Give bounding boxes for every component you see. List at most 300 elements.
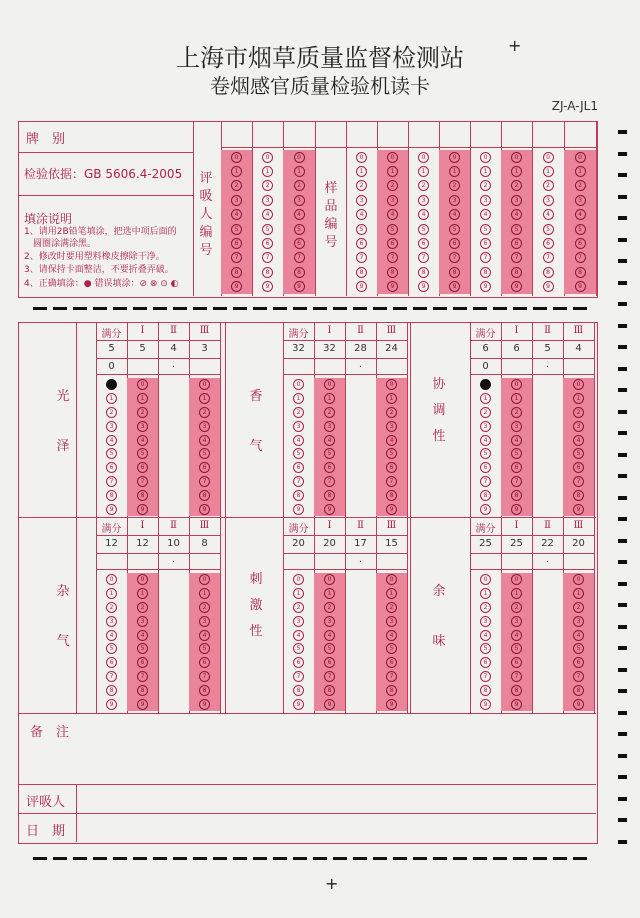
bubble-1[interactable]: 1 <box>137 393 148 404</box>
bubble-7[interactable]: 7 <box>294 252 305 263</box>
bubble-8[interactable]: 8 <box>543 267 554 278</box>
bubble-3[interactable]: 3 <box>480 421 491 432</box>
bubble-2[interactable]: 2 <box>386 602 397 613</box>
bubble-8[interactable]: 8 <box>511 685 522 696</box>
bubble-6[interactable]: 6 <box>294 238 305 249</box>
bubble-1[interactable]: 1 <box>199 393 210 404</box>
bubble-2[interactable]: 2 <box>573 407 584 418</box>
bubble-5[interactable]: 5 <box>449 224 460 235</box>
bubble-0[interactable]: 0 <box>511 574 522 585</box>
bubble-0[interactable]: 0 <box>418 152 429 163</box>
bubble-0[interactable]: 0 <box>386 379 397 390</box>
bubble-9[interactable]: 9 <box>418 281 429 292</box>
bubble-0[interactable]: 0 <box>106 574 117 585</box>
bubble-0[interactable]: 0 <box>543 152 554 163</box>
bubble-5[interactable]: 5 <box>199 643 210 654</box>
bubble-5[interactable]: 5 <box>324 448 335 459</box>
bubble-0[interactable]: 0 <box>480 574 491 585</box>
bubble-2[interactable]: 2 <box>449 180 460 191</box>
bubble-8[interactable]: 8 <box>575 267 586 278</box>
bubble-9[interactable]: 9 <box>511 504 522 515</box>
bubble-9[interactable]: 9 <box>356 281 367 292</box>
bubble-9[interactable]: 9 <box>137 504 148 515</box>
bubble-4[interactable]: 4 <box>573 435 584 446</box>
bubble-4[interactable]: 4 <box>511 209 522 220</box>
bubble-4[interactable]: 4 <box>480 630 491 641</box>
bubble-2[interactable]: 2 <box>573 602 584 613</box>
bubble-5[interactable]: 5 <box>386 448 397 459</box>
bubble-6[interactable]: 6 <box>573 462 584 473</box>
bubble-4[interactable]: 4 <box>418 209 429 220</box>
bubble-9[interactable]: 9 <box>575 281 586 292</box>
bubble-0[interactable]: 0 <box>386 574 397 585</box>
bubble-3[interactable]: 3 <box>511 616 522 627</box>
bubble-7[interactable]: 7 <box>199 671 210 682</box>
bubble-1[interactable]: 1 <box>356 166 367 177</box>
bubble-6[interactable]: 6 <box>106 462 117 473</box>
bubble-3[interactable]: 3 <box>137 616 148 627</box>
bubble-9[interactable]: 9 <box>511 699 522 710</box>
bubble-6[interactable]: 6 <box>573 657 584 668</box>
bubble-9[interactable]: 9 <box>293 699 304 710</box>
bubble-4[interactable]: 4 <box>511 630 522 641</box>
bubble-1[interactable]: 1 <box>137 588 148 599</box>
bubble-3[interactable]: 3 <box>573 421 584 432</box>
bubble-2[interactable]: 2 <box>199 407 210 418</box>
bubble-3[interactable]: 3 <box>231 195 242 206</box>
bubble-8[interactable]: 8 <box>106 490 117 501</box>
bubble-2[interactable]: 2 <box>386 407 397 418</box>
bubble-4[interactable]: 4 <box>231 209 242 220</box>
bubble-9[interactable]: 9 <box>480 504 491 515</box>
bubble-2[interactable]: 2 <box>106 602 117 613</box>
aroma-header-full: 满分 <box>288 329 309 340</box>
bubble-2[interactable]: 2 <box>293 602 304 613</box>
bubble-1[interactable]: 1 <box>293 588 304 599</box>
bubble-5[interactable]: 5 <box>294 224 305 235</box>
bubble-0[interactable]: 0 <box>356 152 367 163</box>
bubble-7[interactable]: 7 <box>137 671 148 682</box>
bubble-0[interactable]: 0 <box>294 152 305 163</box>
bubble-5[interactable]: 5 <box>573 448 584 459</box>
bubble-5[interactable]: 5 <box>543 224 554 235</box>
bubble-6[interactable]: 6 <box>387 238 398 249</box>
bubble-0[interactable]: 0 <box>573 379 584 390</box>
bubble-9[interactable]: 9 <box>324 699 335 710</box>
bubble-4[interactable]: 4 <box>137 630 148 641</box>
bubble-7[interactable]: 7 <box>199 476 210 487</box>
bubble-8[interactable]: 8 <box>324 490 335 501</box>
bubble-3[interactable]: 3 <box>387 195 398 206</box>
bubble-1[interactable]: 1 <box>511 588 522 599</box>
bubble-9[interactable]: 9 <box>137 699 148 710</box>
bubble-2[interactable]: 2 <box>324 407 335 418</box>
bubble-5[interactable]: 5 <box>511 448 522 459</box>
bubble-7[interactable]: 7 <box>137 476 148 487</box>
bubble-8[interactable]: 8 <box>480 490 491 501</box>
bubble-3[interactable]: 3 <box>543 195 554 206</box>
bubble-7[interactable]: 7 <box>387 252 398 263</box>
bubble-8[interactable]: 8 <box>418 267 429 278</box>
bubble-9[interactable]: 9 <box>573 504 584 515</box>
bubble-1[interactable]: 1 <box>293 393 304 404</box>
bubble-5[interactable]: 5 <box>575 224 586 235</box>
bubble-4[interactable]: 4 <box>386 435 397 446</box>
bubble-3[interactable]: 3 <box>294 195 305 206</box>
bubble-8[interactable]: 8 <box>511 490 522 501</box>
bubble-2[interactable]: 2 <box>511 180 522 191</box>
bubble-2[interactable]: 2 <box>293 407 304 418</box>
aroma-column-iii <box>376 378 407 516</box>
bubble-2[interactable]: 2 <box>324 602 335 613</box>
bubble-5[interactable]: 5 <box>199 448 210 459</box>
bubble-9[interactable]: 9 <box>231 281 242 292</box>
bubble-9[interactable]: 9 <box>199 699 210 710</box>
bubble-0[interactable]: 0 <box>573 574 584 585</box>
bubble-2[interactable]: 2 <box>294 180 305 191</box>
bubble-9[interactable]: 9 <box>106 504 117 515</box>
bubble-7[interactable]: 7 <box>573 671 584 682</box>
bubble-3[interactable]: 3 <box>418 195 429 206</box>
bubble-8[interactable]: 8 <box>199 685 210 696</box>
bubble-8[interactable]: 8 <box>324 685 335 696</box>
bubble-2[interactable]: 2 <box>199 602 210 613</box>
bubble-1[interactable]: 1 <box>480 393 491 404</box>
bubble-2[interactable]: 2 <box>543 180 554 191</box>
bubble-8[interactable]: 8 <box>387 267 398 278</box>
bubble-1[interactable]: 1 <box>386 588 397 599</box>
bubble-7[interactable]: 7 <box>231 252 242 263</box>
bubble-1[interactable]: 1 <box>511 393 522 404</box>
bubble-3[interactable]: 3 <box>573 616 584 627</box>
bubble-3[interactable]: 3 <box>262 195 273 206</box>
bubble-8[interactable]: 8 <box>293 490 304 501</box>
bubble-6[interactable]: 6 <box>293 462 304 473</box>
bubble-5[interactable]: 5 <box>293 643 304 654</box>
bubble-2[interactable]: 2 <box>480 180 491 191</box>
bubble-6[interactable]: 6 <box>356 238 367 249</box>
bubble-6[interactable]: 6 <box>231 238 242 249</box>
bubble-3[interactable]: 3 <box>293 616 304 627</box>
bubble-3[interactable]: 3 <box>199 616 210 627</box>
aftertaste-label: 余味 <box>432 584 446 649</box>
bubble-1[interactable]: 1 <box>386 393 397 404</box>
bubble-7[interactable]: 7 <box>324 476 335 487</box>
bubble-7[interactable]: 7 <box>293 671 304 682</box>
bubble-7[interactable]: 7 <box>106 671 117 682</box>
bubble-6[interactable]: 6 <box>449 238 460 249</box>
bubble-5[interactable]: 5 <box>293 448 304 459</box>
bubble-7[interactable]: 7 <box>511 476 522 487</box>
bubble-5[interactable]: 5 <box>262 224 273 235</box>
bubble-6[interactable]: 6 <box>386 657 397 668</box>
bubble-8[interactable]: 8 <box>294 267 305 278</box>
bubble-9[interactable]: 9 <box>386 504 397 515</box>
bubble-9[interactable]: 9 <box>543 281 554 292</box>
bubble-0[interactable]: 0 <box>575 152 586 163</box>
bubble-5[interactable]: 5 <box>511 643 522 654</box>
bubble-1[interactable]: 1 <box>480 166 491 177</box>
bubble-1[interactable]: 1 <box>418 166 429 177</box>
bubble-4[interactable]: 4 <box>575 209 586 220</box>
bubble-1[interactable]: 1 <box>324 393 335 404</box>
bubble-2[interactable]: 2 <box>575 180 586 191</box>
bubble-8[interactable]: 8 <box>137 490 148 501</box>
bubble-7[interactable]: 7 <box>573 476 584 487</box>
bubble-0[interactable]: 0 <box>324 574 335 585</box>
bubble-4[interactable]: 4 <box>387 209 398 220</box>
bubble-9[interactable]: 9 <box>387 281 398 292</box>
bubble-0[interactable] <box>106 379 117 390</box>
bubble-1[interactable]: 1 <box>387 166 398 177</box>
bubble-6[interactable]: 6 <box>262 238 273 249</box>
bubble-3[interactable]: 3 <box>137 421 148 432</box>
bubble-5[interactable]: 5 <box>480 643 491 654</box>
bubble-9[interactable]: 9 <box>294 281 305 292</box>
bubble-9[interactable]: 9 <box>480 281 491 292</box>
bubble-2[interactable]: 2 <box>511 602 522 613</box>
bubble-2[interactable]: 2 <box>480 407 491 418</box>
bubble-0[interactable]: 0 <box>480 152 491 163</box>
bubble-9[interactable]: 9 <box>449 281 460 292</box>
bubble-6[interactable]: 6 <box>480 657 491 668</box>
bubble-4[interactable]: 4 <box>137 435 148 446</box>
bubble-6[interactable]: 6 <box>199 462 210 473</box>
bubble-6[interactable]: 6 <box>511 238 522 249</box>
bubble-3[interactable]: 3 <box>106 616 117 627</box>
bubble-4[interactable]: 4 <box>386 630 397 641</box>
bubble-1[interactable]: 1 <box>511 166 522 177</box>
bubble-4[interactable]: 4 <box>293 630 304 641</box>
bubble-2[interactable]: 2 <box>480 602 491 613</box>
bubble-7[interactable]: 7 <box>386 671 397 682</box>
bubble-4[interactable]: 4 <box>106 630 117 641</box>
bubble-5[interactable]: 5 <box>356 224 367 235</box>
bubble-9[interactable]: 9 <box>511 281 522 292</box>
bubble-8[interactable]: 8 <box>356 267 367 278</box>
bubble-3[interactable]: 3 <box>511 421 522 432</box>
bubble-0[interactable]: 0 <box>231 152 242 163</box>
bubble-2[interactable]: 2 <box>356 180 367 191</box>
bubble-9[interactable]: 9 <box>293 504 304 515</box>
bubble-7[interactable]: 7 <box>449 252 460 263</box>
bubble-4[interactable]: 4 <box>199 435 210 446</box>
bubble-6[interactable]: 6 <box>324 657 335 668</box>
bubble-7[interactable]: 7 <box>262 252 273 263</box>
bubble-4[interactable]: 4 <box>449 209 460 220</box>
bubble-1[interactable]: 1 <box>231 166 242 177</box>
bubble-2[interactable]: 2 <box>106 407 117 418</box>
bubble-1[interactable]: 1 <box>575 166 586 177</box>
bubble-0[interactable]: 0 <box>199 379 210 390</box>
bubble-6[interactable]: 6 <box>543 238 554 249</box>
bubble-8[interactable]: 8 <box>573 490 584 501</box>
bubble-3[interactable]: 3 <box>386 421 397 432</box>
registration-mark-top: + <box>508 36 522 55</box>
bubble-1[interactable]: 1 <box>199 588 210 599</box>
bubble-5[interactable]: 5 <box>480 224 491 235</box>
bubble-5[interactable]: 5 <box>231 224 242 235</box>
bubble-0[interactable]: 0 <box>511 379 522 390</box>
bubble-4[interactable]: 4 <box>480 209 491 220</box>
bubble-5[interactable]: 5 <box>137 448 148 459</box>
bubble-3[interactable]: 3 <box>356 195 367 206</box>
bubble-1[interactable]: 1 <box>573 588 584 599</box>
bubble-5[interactable]: 5 <box>324 643 335 654</box>
bubble-6[interactable]: 6 <box>199 657 210 668</box>
bubble-3[interactable]: 3 <box>480 195 491 206</box>
bubble-8[interactable]: 8 <box>137 685 148 696</box>
bubble-4[interactable]: 4 <box>106 435 117 446</box>
bubble-1[interactable]: 1 <box>543 166 554 177</box>
bubble-3[interactable]: 3 <box>511 195 522 206</box>
bubble-4[interactable]: 4 <box>293 435 304 446</box>
bubble-0[interactable]: 0 <box>262 152 273 163</box>
bubble-1[interactable]: 1 <box>106 393 117 404</box>
bubble-8[interactable]: 8 <box>573 685 584 696</box>
bubble-7[interactable]: 7 <box>480 476 491 487</box>
bubble-0[interactable]: 0 <box>324 379 335 390</box>
bubble-7[interactable]: 7 <box>480 671 491 682</box>
bubble-7[interactable]: 7 <box>575 252 586 263</box>
bubble-0[interactable]: 0 <box>293 379 304 390</box>
bubble-6[interactable]: 6 <box>324 462 335 473</box>
bubble-8[interactable]: 8 <box>231 267 242 278</box>
bubble-3[interactable]: 3 <box>324 616 335 627</box>
bubble-1[interactable]: 1 <box>262 166 273 177</box>
bubble-7[interactable]: 7 <box>293 476 304 487</box>
bubble-6[interactable]: 6 <box>137 462 148 473</box>
bubble-5[interactable]: 5 <box>480 448 491 459</box>
bubble-6[interactable]: 6 <box>293 657 304 668</box>
bubble-3[interactable]: 3 <box>293 421 304 432</box>
bubble-0[interactable]: 0 <box>137 574 148 585</box>
bubble-0[interactable] <box>480 379 491 390</box>
bubble-2[interactable]: 2 <box>137 407 148 418</box>
bubble-8[interactable]: 8 <box>480 267 491 278</box>
bubble-5[interactable]: 5 <box>511 224 522 235</box>
bubble-6[interactable]: 6 <box>511 657 522 668</box>
bubble-7[interactable]: 7 <box>480 252 491 263</box>
luster-value-i: 5 <box>139 343 146 354</box>
bubble-2[interactable]: 2 <box>231 180 242 191</box>
bubble-4[interactable]: 4 <box>199 630 210 641</box>
bubble-2[interactable]: 2 <box>387 180 398 191</box>
bubble-1[interactable]: 1 <box>294 166 305 177</box>
bubble-9[interactable]: 9 <box>262 281 273 292</box>
bubble-9[interactable]: 9 <box>573 699 584 710</box>
bubble-6[interactable]: 6 <box>511 462 522 473</box>
bubble-6[interactable]: 6 <box>137 657 148 668</box>
bubble-4[interactable]: 4 <box>324 630 335 641</box>
timing-mark <box>618 281 627 285</box>
bubble-4[interactable]: 4 <box>356 209 367 220</box>
bubble-6[interactable]: 6 <box>386 462 397 473</box>
bubble-5[interactable]: 5 <box>573 643 584 654</box>
bubble-5[interactable]: 5 <box>386 643 397 654</box>
bubble-4[interactable]: 4 <box>324 435 335 446</box>
bubble-3[interactable]: 3 <box>449 195 460 206</box>
bubble-6[interactable]: 6 <box>575 238 586 249</box>
bubble-8[interactable]: 8 <box>293 685 304 696</box>
bubble-4[interactable]: 4 <box>573 630 584 641</box>
bubble-8[interactable]: 8 <box>480 685 491 696</box>
bubble-4[interactable]: 4 <box>294 209 305 220</box>
bubble-6[interactable]: 6 <box>106 657 117 668</box>
bubble-7[interactable]: 7 <box>543 252 554 263</box>
bubble-0[interactable]: 0 <box>199 574 210 585</box>
timing-mark <box>618 560 627 564</box>
bubble-3[interactable]: 3 <box>106 421 117 432</box>
bubble-3[interactable]: 3 <box>324 421 335 432</box>
bubble-9[interactable]: 9 <box>106 699 117 710</box>
bubble-8[interactable]: 8 <box>106 685 117 696</box>
bubble-5[interactable]: 5 <box>106 643 117 654</box>
bubble-7[interactable]: 7 <box>324 671 335 682</box>
bubble-5[interactable]: 5 <box>418 224 429 235</box>
bubble-1[interactable]: 1 <box>324 588 335 599</box>
bubble-8[interactable]: 8 <box>262 267 273 278</box>
bubble-9[interactable]: 9 <box>199 504 210 515</box>
bubble-7[interactable]: 7 <box>511 252 522 263</box>
bubble-5[interactable]: 5 <box>137 643 148 654</box>
bubble-0[interactable]: 0 <box>387 152 398 163</box>
bubble-4[interactable]: 4 <box>262 209 273 220</box>
bubble-0[interactable]: 0 <box>293 574 304 585</box>
bubble-8[interactable]: 8 <box>199 490 210 501</box>
bubble-4[interactable]: 4 <box>480 435 491 446</box>
bubble-8[interactable]: 8 <box>449 267 460 278</box>
bubble-7[interactable]: 7 <box>511 671 522 682</box>
bubble-1[interactable]: 1 <box>106 588 117 599</box>
bubble-5[interactable]: 5 <box>387 224 398 235</box>
bubble-1[interactable]: 1 <box>573 393 584 404</box>
luster-value-ii: 4 <box>170 343 177 354</box>
bubble-7[interactable]: 7 <box>418 252 429 263</box>
bubble-1[interactable]: 1 <box>449 166 460 177</box>
timing-mark <box>618 410 627 414</box>
bubble-2[interactable]: 2 <box>511 407 522 418</box>
bubble-3[interactable]: 3 <box>575 195 586 206</box>
bubble-2[interactable]: 2 <box>418 180 429 191</box>
sample-no-column-4 <box>439 150 470 294</box>
bubble-8[interactable]: 8 <box>386 685 397 696</box>
bubble-9[interactable]: 9 <box>386 699 397 710</box>
bubble-6[interactable]: 6 <box>480 462 491 473</box>
bubble-7[interactable]: 7 <box>356 252 367 263</box>
bubble-6[interactable]: 6 <box>480 238 491 249</box>
bubble-4[interactable]: 4 <box>511 435 522 446</box>
bubble-7[interactable]: 7 <box>106 476 117 487</box>
bubble-7[interactable]: 7 <box>386 476 397 487</box>
bubble-0[interactable]: 0 <box>449 152 460 163</box>
bubble-9[interactable]: 9 <box>324 504 335 515</box>
bubble-5[interactable]: 5 <box>106 448 117 459</box>
bubble-3[interactable]: 3 <box>199 421 210 432</box>
bubble-4[interactable]: 4 <box>543 209 554 220</box>
bubble-9[interactable]: 9 <box>480 699 491 710</box>
bubble-2[interactable]: 2 <box>137 602 148 613</box>
bubble-8[interactable]: 8 <box>511 267 522 278</box>
bubble-2[interactable]: 2 <box>262 180 273 191</box>
bubble-8[interactable]: 8 <box>386 490 397 501</box>
bubble-0[interactable]: 0 <box>137 379 148 390</box>
bubble-6[interactable]: 6 <box>418 238 429 249</box>
bubble-1[interactable]: 1 <box>480 588 491 599</box>
bubble-3[interactable]: 3 <box>480 616 491 627</box>
bubble-3[interactable]: 3 <box>386 616 397 627</box>
bubble-0[interactable]: 0 <box>511 152 522 163</box>
